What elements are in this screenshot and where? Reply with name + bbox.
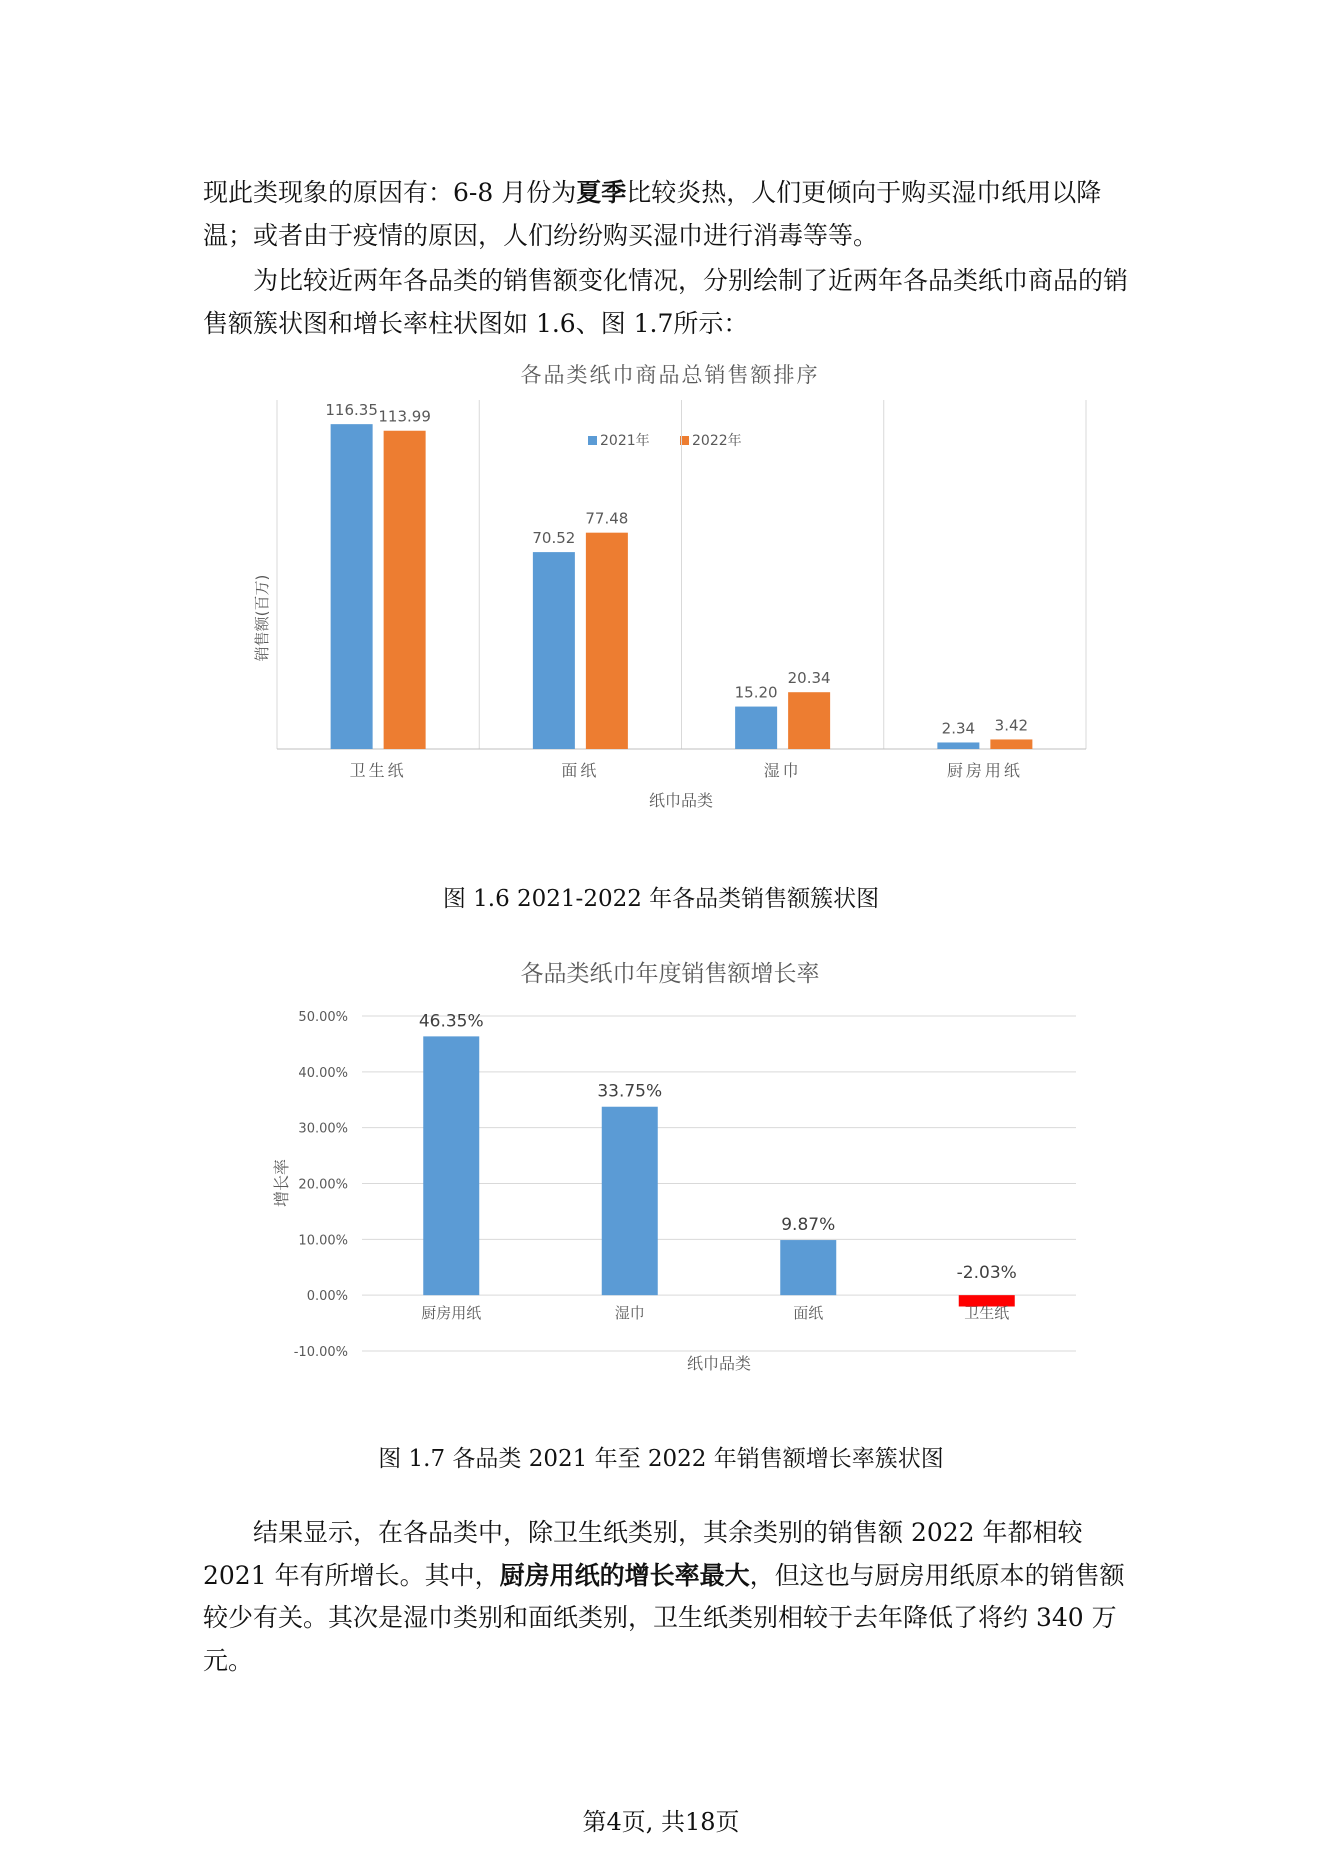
chart1-bar	[937, 742, 979, 749]
chart2-data-label: 33.75%	[597, 1081, 663, 1102]
paragraph-2	[203, 260, 1133, 345]
sales-chart	[240, 360, 1100, 820]
chart2-bar	[602, 1107, 658, 1295]
chart2-data-label: 9.87%	[781, 1215, 836, 1236]
chart1-data-label: 116.35	[325, 401, 378, 420]
chart1-legend-label-1: 2022年	[692, 433, 742, 449]
chart2-y-tick-label: 10.00%	[298, 1233, 348, 1249]
chart1-data-label: 113.99	[378, 407, 431, 426]
para1-bold: 夏季	[576, 178, 627, 207]
growth-chart	[270, 950, 1090, 1390]
chart2-category-label: 面纸	[793, 1304, 824, 1323]
chart2-y-tick-label: 0.00%	[306, 1289, 348, 1305]
chart1-data-label: 15.20	[734, 683, 778, 702]
chart1-category-label: 卫生纸	[349, 761, 407, 780]
para2-text: 为比较近两年各品类的销售额变化情况，分别绘制了近两年各品类纸巾商品的销售额簇状图和增长率柱状图如 1.6、图 1.7所示：	[203, 266, 1129, 338]
page-footer: 第4页, 共18页	[582, 1808, 740, 1836]
chart1-legend-swatch-0	[588, 436, 597, 445]
chart1-bar	[788, 692, 830, 749]
para3-text-a: 结果显示，在各品类中，除卫生纸类别，其余类别的销售额 2022 年都相较 2021 年有所增长。其中，	[203, 1518, 1083, 1590]
chart1-bar	[533, 552, 575, 749]
paragraph-1	[203, 172, 1133, 257]
caption-1: 图 1.6 2021-2022 年各品类销售额簇状图	[442, 886, 880, 912]
chart1-category-label: 厨房用纸	[946, 761, 1023, 780]
chart2-y-tick-label: 50.00%	[298, 1010, 348, 1025]
caption-2: 图 1.7 各品类 2021 年至 2022 年销售额增长率簇状图	[378, 1446, 944, 1472]
chart1-data-label: 20.34	[787, 669, 831, 688]
chart1-x-axis-title: 纸巾品类	[648, 791, 714, 810]
sales-chart-svg	[240, 360, 1100, 820]
chart1-bar	[990, 739, 1032, 749]
chart1-legend-label-0: 2021年	[600, 433, 650, 449]
chart1-data-label: 3.42	[994, 716, 1029, 735]
para1-text-b: 比较炎热，人们更倾向于购买湿巾纸用以降温；或者由于疫情的原因，人们纷纷购买湿巾进行消毒等等。	[203, 178, 1102, 250]
chart2-category-label: 厨房用纸	[421, 1304, 482, 1323]
chart2-category-label: 卫生纸	[964, 1304, 1010, 1323]
chart1-data-label: 77.48	[585, 509, 629, 528]
chart2-y-tick-label: 40.00%	[298, 1065, 348, 1081]
para3-bold: 厨房用纸的增长率最大	[499, 1560, 750, 1590]
chart1-category-label: 湿巾	[763, 761, 802, 780]
para3-text-b: ，但这也与厨房用纸原本的销售额较少有关。其次是湿巾类别和面纸类别，卫生纸类别相较于去年降低了将约 340 万元。	[203, 1560, 1125, 1675]
growth-chart-svg	[270, 950, 1090, 1390]
chart1-data-label: 70.52	[532, 529, 576, 548]
chart2-bar	[423, 1036, 479, 1295]
chart1-title: 各品类纸巾商品总销售额排序	[520, 363, 820, 387]
chart2-y-tick-label: 20.00%	[298, 1177, 348, 1193]
chart2-y-axis-title: 增长率	[272, 1158, 291, 1208]
chart1-bar	[586, 533, 628, 749]
chart1-bar	[331, 424, 373, 749]
chart2-y-tick-label: 30.00%	[298, 1121, 348, 1137]
chart1-bar	[384, 431, 426, 749]
paragraph-3	[203, 1512, 1133, 1682]
chart2-title: 各品类纸巾年度销售额增长率	[520, 961, 820, 987]
chart2-y-tick-label: -10.00%	[293, 1345, 348, 1360]
chart1-bar	[735, 707, 777, 749]
chart2-x-axis-title: 纸巾品类	[686, 1354, 752, 1373]
chart1-y-axis-title: 销售额(百万)	[253, 574, 271, 662]
chart2-data-label: 46.35%	[418, 1011, 484, 1032]
chart2-bar	[780, 1240, 836, 1295]
para1-text-a: 现此类现象的原因有：6-8 月份为	[203, 178, 577, 207]
chart2-data-label: -2.03%	[956, 1263, 1017, 1284]
chart1-category-label: 面纸	[561, 761, 600, 780]
chart2-category-label: 湿巾	[614, 1304, 645, 1323]
chart1-data-label: 2.34	[941, 719, 976, 738]
